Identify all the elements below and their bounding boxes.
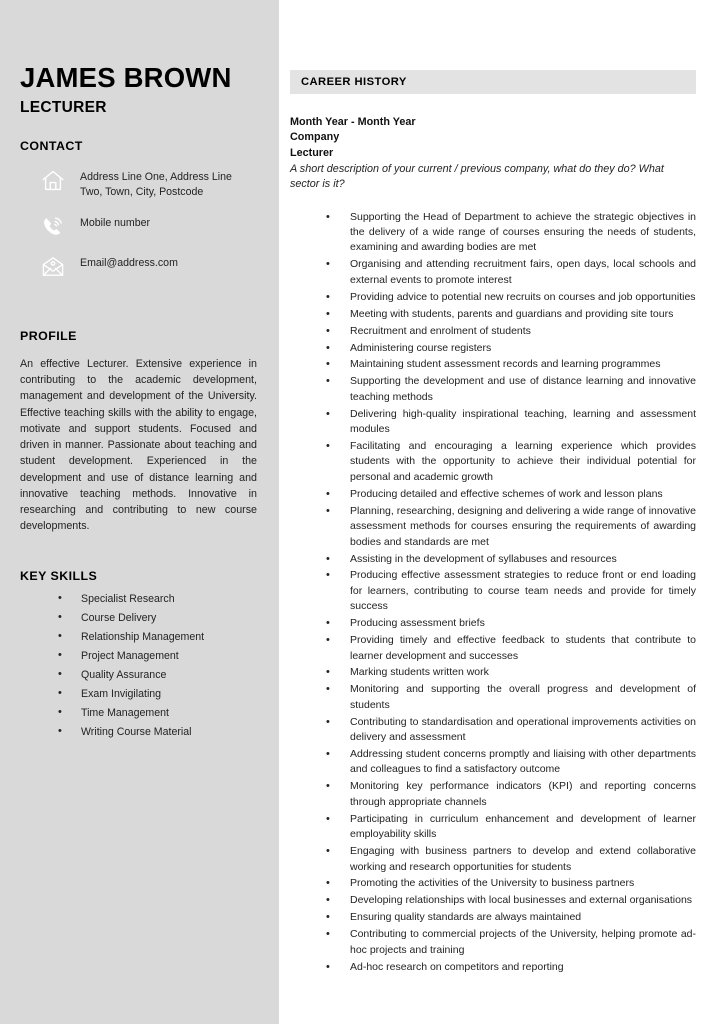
contact-list xyxy=(20,153,257,280)
contact-item-email xyxy=(20,253,257,280)
list-item: • Providing advice to potential new recruits on courses and job opportunities xyxy=(326,290,696,305)
list-item: • Producing effective assessment strategies to reduce front or end loading for learners, contributing to course team needs and provide for timely success xyxy=(326,568,696,614)
contact-item-address xyxy=(20,167,257,200)
career-history-title: CAREER HISTORY xyxy=(301,76,407,88)
key-skills-list xyxy=(20,583,257,738)
profile-heading: PROFILE xyxy=(20,328,77,343)
contact-email-text: Email@address.com xyxy=(80,256,178,269)
list-item: • Delivering high-quality inspirational teaching, learning and assessment modules xyxy=(326,407,696,438)
candidate-job-title: LECTURER xyxy=(20,98,107,116)
list-item: • Supporting the Head of Department to achieve the strategic objectives in the delivery of a wide range of courses ensuring the needs of students, examining and awarding bodies are met xyxy=(326,210,696,256)
list-item: • Writing Course Material xyxy=(58,727,257,738)
list-item: • Assisting in the development of syllabuses and resources xyxy=(326,552,696,567)
list-item: • Meeting with students, parents and guardians and providing site tours xyxy=(326,307,696,322)
list-item: • Developing relationships with local businesses and external organisations xyxy=(326,893,696,908)
list-item: • Participating in curriculum enhancement and development of learner employability skills xyxy=(326,812,696,843)
list-item: • Time Management xyxy=(58,708,257,719)
job-description: A short description of your current / previous company, what do they do? What sector is it? xyxy=(290,162,664,191)
career-history-section-bar xyxy=(290,70,696,94)
candidate-name: JAMES BROWN xyxy=(20,62,232,93)
list-item: • Project Management xyxy=(58,651,257,662)
list-item: • Administering course registers xyxy=(326,341,696,356)
list-item: • Producing detailed and effective schemes of work and lesson plans xyxy=(326,487,696,502)
key-skills-heading: KEY SKILLS xyxy=(20,568,98,583)
list-item: • Ad-hoc research on competitors and reporting xyxy=(326,960,696,975)
home-icon xyxy=(40,168,66,194)
list-item: • Maintaining student assessment records and learning programmes xyxy=(326,357,696,372)
list-item: • Producing assessment briefs xyxy=(326,616,696,631)
main-content xyxy=(290,0,696,976)
list-item: • Facilitating and encouraging a learning experience which provides students with the opportunity to achieve their individual potential for personal and academic growth xyxy=(326,439,696,485)
envelope-icon xyxy=(40,254,66,280)
job-company: Company xyxy=(290,131,340,144)
list-item: • Monitoring and supporting the overall progress and development of students xyxy=(326,682,696,713)
list-item: • Monitoring key performance indicators (KPI) and reporting concerns through appropriate channels xyxy=(326,779,696,810)
phone-icon xyxy=(40,214,66,240)
job-role: Lecturer xyxy=(290,146,334,159)
list-item: • Marking students written work xyxy=(326,665,696,680)
list-item: • Supporting the development and use of distance learning and innovative teaching methods xyxy=(326,374,696,405)
list-item: • Exam Invigilating xyxy=(58,689,257,700)
list-item: • Contributing to standardisation and operational improvements activities on delivery and assessment xyxy=(326,715,696,746)
profile-text: An effective Lecturer. Extensive experience in contributing to the academic development, management and development of the University. Effective teaching skills with the ability to engage, motivate and support students. Focused and driven in manner. Passionate about teaching and student development. Experienced in the development and use of distance learning and innovative teaching methods. Innovative in researching and contributing to new course developments. xyxy=(20,357,257,533)
list-item: • Quality Assurance xyxy=(58,670,257,681)
list-item: • Relationship Management xyxy=(58,632,257,643)
list-item: • Ensuring quality standards are always maintained xyxy=(326,910,696,925)
list-item: • Contributing to commercial projects of the University, helping promote ad-hoc projects and training xyxy=(326,927,696,958)
contact-phone-text: Mobile number xyxy=(80,216,151,229)
list-item: • Addressing student concerns promptly and liaising with other departments and colleagues to find a satisfactory outcome xyxy=(326,747,696,778)
job-duties-list xyxy=(290,193,696,975)
contact-item-phone xyxy=(20,213,257,240)
list-item: • Planning, researching, designing and delivering a wide range of innovative assessment methods for courses ensuring the requirements of awarding bodies and standards are met xyxy=(326,504,696,550)
list-item: • Providing timely and effective feedback to students that contribute to learner development and successes xyxy=(326,633,696,664)
list-item: • Organising and attending recruitment fairs, open days, local schools and external events to promote interest xyxy=(326,257,696,288)
contact-address-text: Address Line One, Address Line Two, Town, City, Postcode xyxy=(80,170,232,198)
list-item: • Engaging with business partners to develop and extend collaborative working and research opportunities for students xyxy=(326,844,696,875)
contact-heading: CONTACT xyxy=(20,138,83,153)
list-item: • Specialist Research xyxy=(58,594,257,605)
list-item: • Recruitment and enrolment of students xyxy=(326,324,696,339)
job-dates: Month Year - Month Year xyxy=(290,116,416,128)
list-item: • Promoting the activities of the University to business partners xyxy=(326,876,696,891)
list-item: • Course Delivery xyxy=(58,613,257,624)
job-entry xyxy=(290,94,696,193)
sidebar xyxy=(0,0,279,1024)
